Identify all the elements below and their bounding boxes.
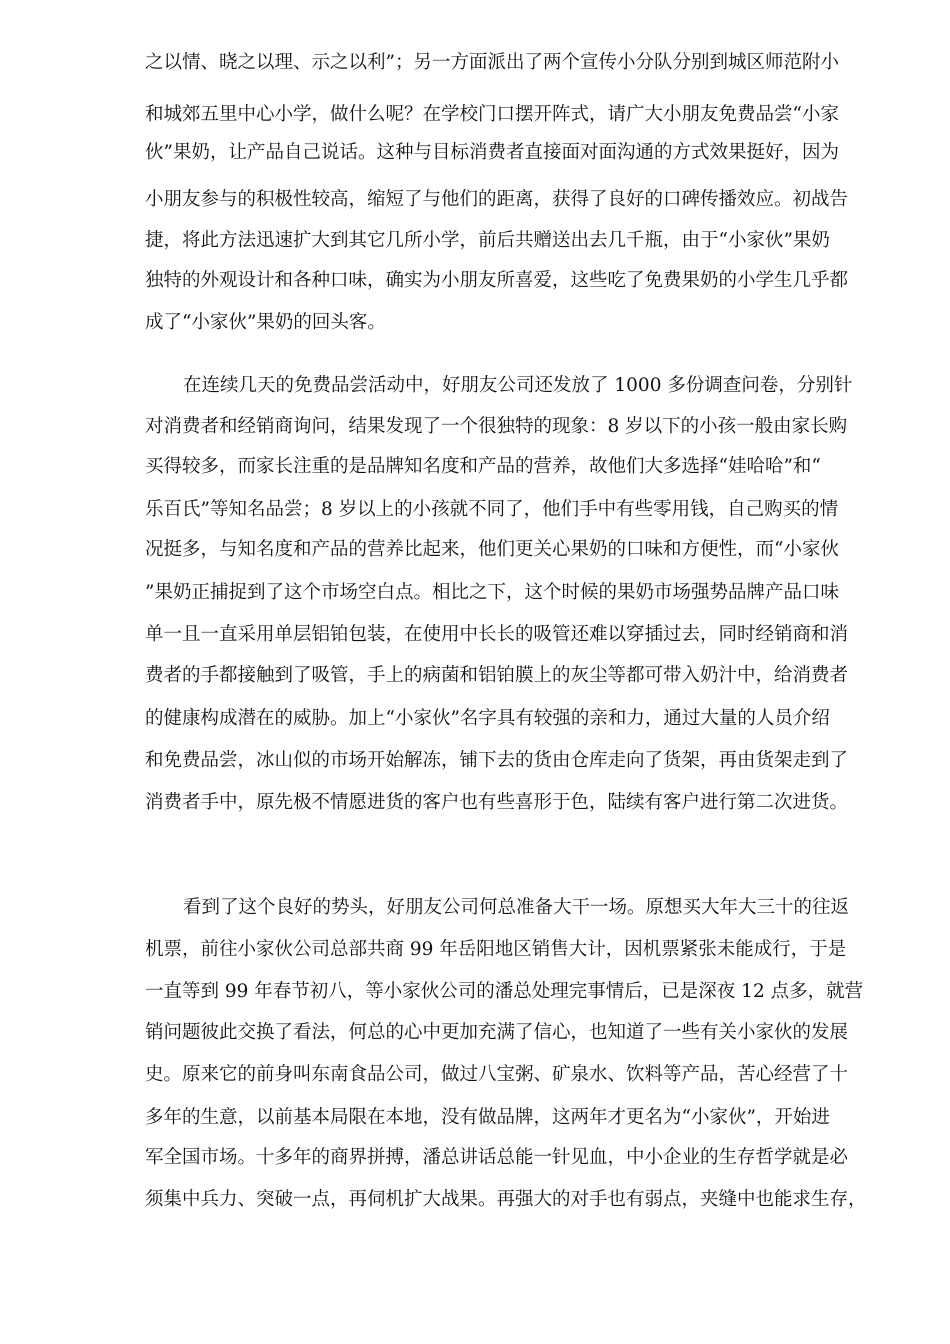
paragraph-3-line: 一直等到 99 年春节初八，等小家伙公司的潘总处理完事情后，已是深夜 12 点多，就营 — [145, 981, 864, 1002]
paragraph-2-line: 单一且一直采用单层铝铂包装，在使用中长长的吸管还难以穿插过去，同时经销商和消 — [145, 624, 849, 645]
paragraph-2-line: 买得较多，而家长注重的是品牌知名度和产品的营养，故他们大多选择“娃哈哈”和“ — [145, 456, 821, 477]
paragraph-3-line: 看到了这个良好的势头，好朋友公司何总准备大干一场。原想买大年大三十的往返 — [183, 897, 850, 918]
paragraph-1-line: 独特的外观设计和各种口味，确实为小朋友所喜爱，这些吃了免费果奶的小学生几乎都 — [145, 270, 849, 291]
paragraph-1-line: 成了“小家伙”果奶的回头客。 — [145, 312, 386, 333]
paragraph-2-line: 况挺多，与知名度和产品的营养比起来，他们更关心果奶的口味和方便性，而“小家伙 — [145, 539, 839, 560]
paragraph-2-line: ”果奶正捕捉到了这个市场空白点。相比之下，这个时候的果奶市场强势品牌产品口味 — [145, 582, 839, 603]
paragraph-2-line: 和免费品尝，冰山似的市场开始解冻，铺下去的货由仓库走向了货架，再由货架走到了 — [145, 750, 849, 771]
paragraph-1-line: 伙”果奶，让产品自己说话。这种与目标消费者直接面对面沟通的方式效果挺好，因为 — [145, 142, 839, 163]
paragraph-1-line: 小朋友参与的积极性较高，缩短了与他们的距离，获得了良好的口碑传播效应。初战告 — [145, 189, 849, 210]
paragraph-2-line: 的健康构成潜在的威胁。加上“小家伙”名字具有较强的亲和力，通过大量的人员介绍 — [145, 708, 830, 729]
paragraph-2-line: 在连续几天的免费品尝活动中，好朋友公司还发放了 1000 多份调查问卷，分别针 — [183, 375, 853, 396]
paragraph-3-line: 史。原来它的前身叫东南食品公司，做过八宝粥、矿泉水、饮料等产品，苦心经营了十 — [145, 1064, 849, 1085]
paragraph-3-line: 军全国市场。十多年的商界拼搏，潘总讲话总能一针见血，中小企业的生存哲学就是必 — [145, 1147, 849, 1168]
paragraph-1-line: 捷，将此方法迅速扩大到其它几所小学，前后共赠送出去几千瓶，由于“小家伙”果奶 — [145, 230, 830, 251]
paragraph-2-line: 乐百氏”等知名品尝；8 岁以上的小孩就不同了，他们手中有些零用钱，自己购买的情 — [145, 499, 839, 520]
paragraph-2-line: 对消费者和经销商询问，结果发现了一个很独特的现象：8 岁以下的小孩一般由家长购 — [145, 416, 848, 437]
paragraph-1-line: 和城郊五里中心小学，做什么呢？在学校门口摆开阵式，请广大小朋友免费品尝“小家 — [145, 104, 839, 125]
paragraph-1-line: 之以情、晓之以理、示之以利”；另一方面派出了两个宣传小分队分别到城区师范附小 — [145, 52, 839, 73]
paragraph-3-line: 须集中兵力、突破一点，再伺机扩大战果。再强大的对手也有弱点，夹缝中也能求生存， — [145, 1189, 867, 1210]
paragraph-3-line: 多年的生意，以前基本局限在本地，没有做品牌，这两年才更名为“小家伙”，开始进 — [145, 1107, 830, 1128]
paragraph-2-line: 费者的手都接触到了吸管，手上的病菌和铝铂膜上的灰尘等都可带入奶汁中，给消费者 — [145, 665, 849, 686]
paragraph-2-line: 消费者手中，原先极不情愿进货的客户也有些喜形于色，陆续有客户进行第二次进货。 — [145, 792, 849, 813]
paragraph-3-line: 销问题彼此交换了看法，何总的心中更加充满了信心，也知道了一些有关小家伙的发展 — [145, 1022, 849, 1043]
paragraph-3-line: 机票，前往小家伙公司总部共商 99 年岳阳地区销售大计，因机票紧张未能成行，于是 — [145, 939, 847, 960]
